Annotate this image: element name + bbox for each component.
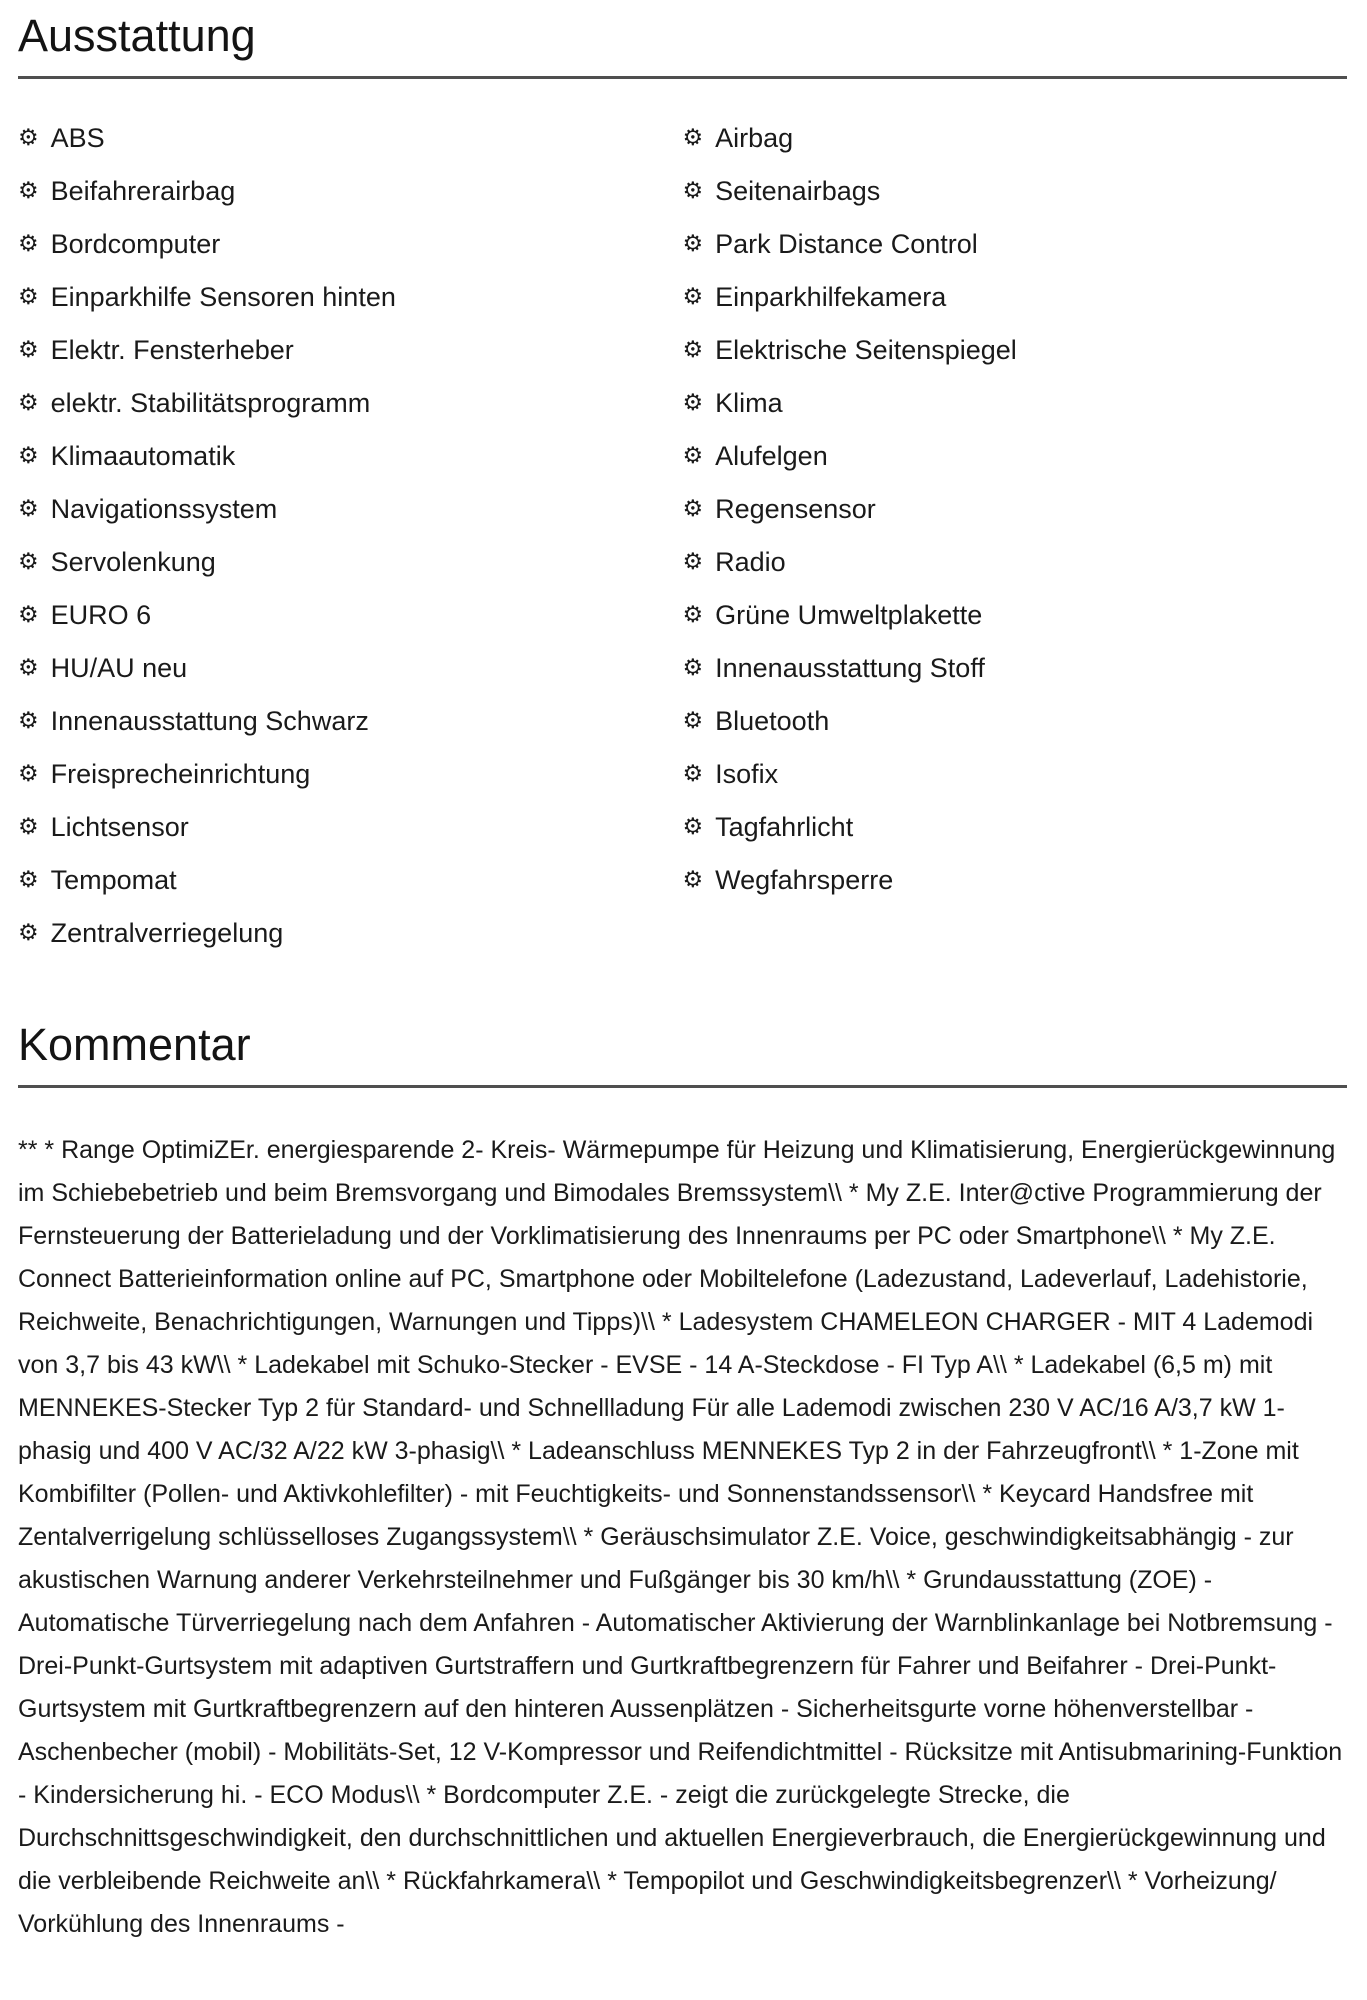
gear-icon: ⚙ — [682, 337, 704, 363]
gear-icon: ⚙ — [18, 284, 39, 310]
equipment-item-label: Regensensor — [715, 494, 876, 524]
gear-icon: ⚙ — [682, 496, 704, 522]
equipment-item-label: Einparkhilfe Sensoren hinten — [50, 282, 396, 312]
equipment-item-label: Klima — [715, 388, 783, 418]
equipment-item-label: Beifahrerairbag — [50, 176, 236, 206]
equipment-item — [18, 494, 683, 547]
gear-icon: ⚙ — [18, 443, 39, 469]
equipment-item-label: Innenausstattung Stoff — [715, 653, 985, 683]
equipment-item-label: Innenausstattung Schwarz — [50, 706, 369, 736]
equipment-item-label: Elektr. Fensterheber — [50, 335, 294, 365]
equipment-item — [683, 547, 1348, 600]
equipment-item — [18, 388, 683, 441]
gear-icon: ⚙ — [18, 761, 39, 787]
gear-icon: ⚙ — [18, 814, 39, 840]
equipment-item-label: Bluetooth — [715, 706, 830, 736]
gear-icon: ⚙ — [18, 655, 39, 681]
equipment-item — [683, 494, 1348, 547]
equipment-item — [18, 918, 683, 971]
equipment-item-label: Isofix — [715, 759, 779, 789]
equipment-item — [683, 388, 1348, 441]
equipment-item-label: Freisprecheinrichtung — [50, 759, 311, 789]
equipment-item-label: Park Distance Control — [715, 229, 978, 259]
equipment-item-label: Lichtsensor — [50, 812, 189, 842]
comment-section — [18, 1019, 1347, 1946]
gear-icon: ⚙ — [682, 231, 704, 257]
equipment-item-label: ABS — [50, 123, 105, 153]
gear-icon: ⚙ — [682, 549, 704, 575]
gear-icon: ⚙ — [18, 708, 39, 734]
comment-text: ** * Range OptimiZEr. energiesparende 2- Kreis- Wärmepumpe für Heizung und Klimatisierung, Energierückgewinnung im Schiebebetrieb und beim Bremsvorgang und Bimodales Bremssystem\\ * My Z.E. Inter@ctive Programmierung der Fernsteuerung der Batterieladung und der Vorklimatisierung des Innenraums per PC oder Smartphone\\ * My Z.E. Connect Batterieinformation online auf PC, Smartphone oder Mobiltelefone (Ladezustand, Ladeverlauf, Ladehistorie, Reichweite, Benachrichtigungen, Warnungen und Tipps)\\ * Ladesystem CHAMELEON CHARGER - MIT 4 Lademodi von 3,7 bis 43 kW\\ * Ladekabel mit Schuko-Stecker - EVSE - 14 A-Steckdose - FI Typ A\\ * Ladekabel (6,5 m) mit MENNEKES-Stecker Typ 2 für Standard- und Schnellladung Für alle Lademodi zwischen 230 V AC/16 A/3,7 kW 1-phasig und 400 V AC/32 A/22 kW 3-phasig\\ * Ladeanschluss MENNEKES Typ 2 in der Fahrzeugfront\\ * 1-Zone mit Kombifilter (Pollen- und Aktivkohlefilter) - mit Feuchtigkeits- und Sonnenstandssensor\\ * Keycard Handsfree mit Zentalverrigelung schlüsselloses Zugangssystem\\ * Geräuschsimulator Z.E. Voice, geschwindigkeitsabhängig - zur akustischen Warnung anderer Verkehrsteilnehmer und Fußgänger bis 30 km/h\\ * Grundausstattung (ZOE) - Automatische Türverriegelung nach dem Anfahren - Automatischer Aktivierung der Warnblinkanlage bei Notbremsung - Drei-Punkt-Gurtsystem mit adaptiven Gurtstraffern und Gurtkraftbegrenzern für Fahrer und Beifahrer - Drei-Punkt-Gurtsystem mit Gurtkraftbegrenzern auf den hinteren Aussenplätzen - Sicherheitsgurte vorne höhenverstellbar - Aschenbecher (mobil) - Mobilitäts-Set, 12 V-Kompressor und Reifendichtmittel - Rücksitze mit Antisubmarining-Funktion - Kindersicherung hi. - ECO Modus\\ * Bordcomputer Z.E. - zeigt die zurückgelegte Strecke, die Durchschnittsgeschwindigkeit, den durchschnittlichen und aktuellen Energieverbrauch, die Energierückgewinnung und die verbleibende Reichweite an\\ * Rückfahrkamera\\ * Tempopilot und Geschwindigkeitsbegrenzer\\ * Vorheizung/ Vorkühlung des Innenraums - — [18, 1136, 1343, 1938]
gear-icon: ⚙ — [682, 178, 704, 204]
equipment-item — [683, 176, 1348, 229]
equipment-item — [683, 812, 1348, 865]
equipment-list — [18, 123, 1347, 971]
gear-icon: ⚙ — [682, 602, 704, 628]
equipment-item — [18, 441, 683, 494]
equipment-item — [683, 229, 1348, 282]
equipment-item — [18, 865, 683, 918]
equipment-item — [18, 759, 683, 812]
gear-icon: ⚙ — [682, 125, 704, 151]
equipment-item — [18, 812, 683, 865]
gear-icon: ⚙ — [682, 867, 704, 893]
equipment-item-label: Tempomat — [50, 865, 177, 895]
equipment-item-label: Tagfahrlicht — [715, 812, 854, 842]
gear-icon: ⚙ — [682, 814, 704, 840]
gear-icon: ⚙ — [18, 231, 39, 257]
equipment-item-label: Seitenairbags — [715, 176, 881, 206]
equipment-item — [18, 123, 683, 176]
gear-icon: ⚙ — [18, 125, 39, 151]
comment-section-title: Kommentar — [18, 1019, 1347, 1088]
gear-icon: ⚙ — [682, 443, 704, 469]
equipment-column-left — [18, 123, 683, 971]
equipment-item — [683, 706, 1348, 759]
equipment-item-label: Navigationssystem — [50, 494, 278, 524]
equipment-item — [18, 547, 683, 600]
equipment-item — [18, 176, 683, 229]
equipment-section — [18, 10, 1347, 971]
gear-icon: ⚙ — [682, 761, 704, 787]
equipment-item-label: elektr. Stabilitätsprogramm — [50, 388, 371, 418]
equipment-item-label: Klimaautomatik — [50, 441, 236, 471]
equipment-item — [683, 441, 1348, 494]
equipment-item-label: Wegfahrsperre — [715, 865, 894, 895]
gear-icon: ⚙ — [18, 178, 39, 204]
equipment-item-label: Einparkhilfekamera — [715, 282, 947, 312]
equipment-item — [683, 865, 1348, 918]
equipment-item — [683, 759, 1348, 812]
equipment-item-label: Alufelgen — [715, 441, 828, 471]
equipment-item — [683, 653, 1348, 706]
equipment-item-label: Elektrische Seitenspiegel — [715, 335, 1017, 365]
equipment-item-label: Zentralverriegelung — [50, 918, 284, 948]
equipment-item-label: Bordcomputer — [50, 229, 221, 259]
equipment-item — [18, 229, 683, 282]
equipment-item — [683, 123, 1348, 176]
gear-icon: ⚙ — [682, 708, 704, 734]
gear-icon: ⚙ — [18, 867, 39, 893]
gear-icon: ⚙ — [18, 920, 39, 946]
equipment-item — [18, 653, 683, 706]
equipment-item — [18, 706, 683, 759]
gear-icon: ⚙ — [18, 496, 39, 522]
gear-icon: ⚙ — [682, 655, 704, 681]
gear-icon: ⚙ — [18, 390, 39, 416]
gear-icon: ⚙ — [18, 602, 39, 628]
equipment-item — [683, 282, 1348, 335]
equipment-column-right — [683, 123, 1348, 971]
equipment-item — [18, 600, 683, 653]
equipment-item — [683, 600, 1348, 653]
equipment-item — [18, 282, 683, 335]
gear-icon: ⚙ — [18, 549, 39, 575]
equipment-section-title: Ausstattung — [18, 10, 1347, 79]
equipment-item-label: Radio — [715, 547, 786, 577]
gear-icon: ⚙ — [682, 390, 704, 416]
equipment-item-label: Airbag — [715, 123, 794, 153]
equipment-item-label: Grüne Umweltplakette — [715, 600, 983, 630]
equipment-item-label: EURO 6 — [50, 600, 152, 630]
equipment-item — [18, 335, 683, 388]
equipment-item — [683, 335, 1348, 388]
equipment-item-label: HU/AU neu — [50, 653, 188, 683]
gear-icon: ⚙ — [682, 284, 704, 310]
gear-icon: ⚙ — [18, 337, 39, 363]
equipment-item-label: Servolenkung — [50, 547, 216, 577]
